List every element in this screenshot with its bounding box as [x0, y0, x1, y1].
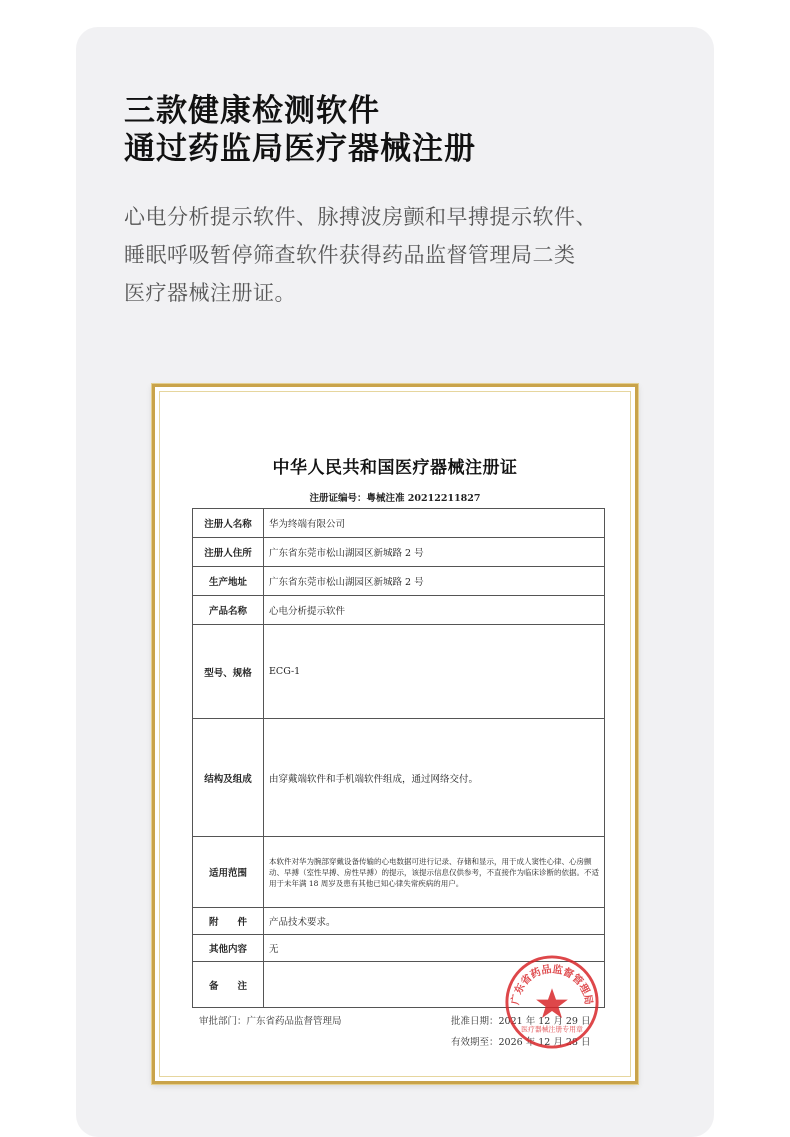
page-headline — [124, 92, 476, 168]
certificate-number — [155, 490, 635, 504]
row-label: 生产地址 — [193, 567, 264, 596]
table-row — [193, 837, 605, 908]
expiry-date-value: 2026 年 12 月 28 日 — [498, 1037, 591, 1048]
certificate-number-label: 注册证编号： — [309, 493, 367, 504]
row-label: 型号、规格 — [193, 625, 264, 719]
table-row — [193, 908, 605, 935]
subtitle-line-1: 心电分析提示软件、脉搏波房颤和早搏提示软件、 — [124, 205, 597, 229]
row-value: 由穿戴端软件和手机端软件组成，通过网络交付。 — [264, 719, 605, 837]
table-row — [193, 538, 605, 567]
table-row — [193, 567, 605, 596]
row-value: 广东省东莞市松山湖园区新城路 2 号 — [264, 538, 605, 567]
row-value: ECG-1 — [264, 625, 605, 719]
row-label: 其他内容 — [193, 935, 264, 962]
approval-date-value: 2021 年 12 月 29 日 — [498, 1016, 591, 1027]
row-label: 适用范围 — [193, 837, 264, 908]
certificate-number-value: 粤械注准 20212211827 — [366, 493, 481, 504]
table-row — [193, 719, 605, 837]
row-value: 广东省东莞市松山湖园区新城路 2 号 — [264, 567, 605, 596]
table-row — [193, 625, 605, 719]
registration-certificate-image[interactable] — [152, 384, 638, 1084]
row-value: 无 — [264, 935, 605, 962]
row-label: 附 件 — [193, 908, 264, 935]
row-value: 产品技术要求。 — [264, 908, 605, 935]
certificate-table — [192, 508, 605, 1008]
headline-line-1: 三款健康检测软件 — [124, 93, 380, 129]
official-seal-stamp — [503, 953, 601, 1051]
approval-department-label: 审批部门： — [199, 1016, 247, 1027]
row-label: 注册人名称 — [193, 509, 264, 538]
subtitle-line-2: 睡眠呼吸暂停筛查软件获得药品监督管理局二类 — [124, 243, 576, 267]
row-label: 结构及组成 — [193, 719, 264, 837]
row-label: 产品名称 — [193, 596, 264, 625]
page-subtitle — [124, 198, 684, 312]
row-label: 备 注 — [193, 962, 264, 1008]
row-label: 注册人住所 — [193, 538, 264, 567]
certificate-title: 中华人民共和国医疗器械注册证 — [272, 458, 518, 478]
headline-line-2: 通过药监局医疗器械注册 — [124, 131, 476, 167]
subtitle-line-3: 医疗器械注册证。 — [124, 281, 296, 305]
seal-arc-text: 广东省药品监督管理局 — [509, 963, 595, 1006]
row-value: 心电分析提示软件 — [264, 596, 605, 625]
seal-sub-text: 医疗器械注册专用章 — [521, 1025, 583, 1034]
table-row — [193, 596, 605, 625]
row-value: 华为终端有限公司 — [264, 509, 605, 538]
row-value: 本软件对华为腕部穿戴设备传输的心电数据可进行记录、存储和显示，用于成人窦性心律、心房颤动、早搏（室性早搏、房性早搏）的提示，该提示信息仅供参考，不直接作为临床诊断的依据。不适用于未年满 18 周岁及患有其他已知心律失常疾病的用户。 — [264, 837, 605, 908]
approval-date-label: 批准日期： — [451, 1016, 499, 1027]
seal-star-icon — [536, 988, 568, 1018]
approval-department-value: 广东省药品监督管理局 — [246, 1016, 342, 1027]
expiry-date-label: 有效期至： — [451, 1037, 499, 1048]
approval-department — [199, 1013, 342, 1027]
table-row — [193, 509, 605, 538]
